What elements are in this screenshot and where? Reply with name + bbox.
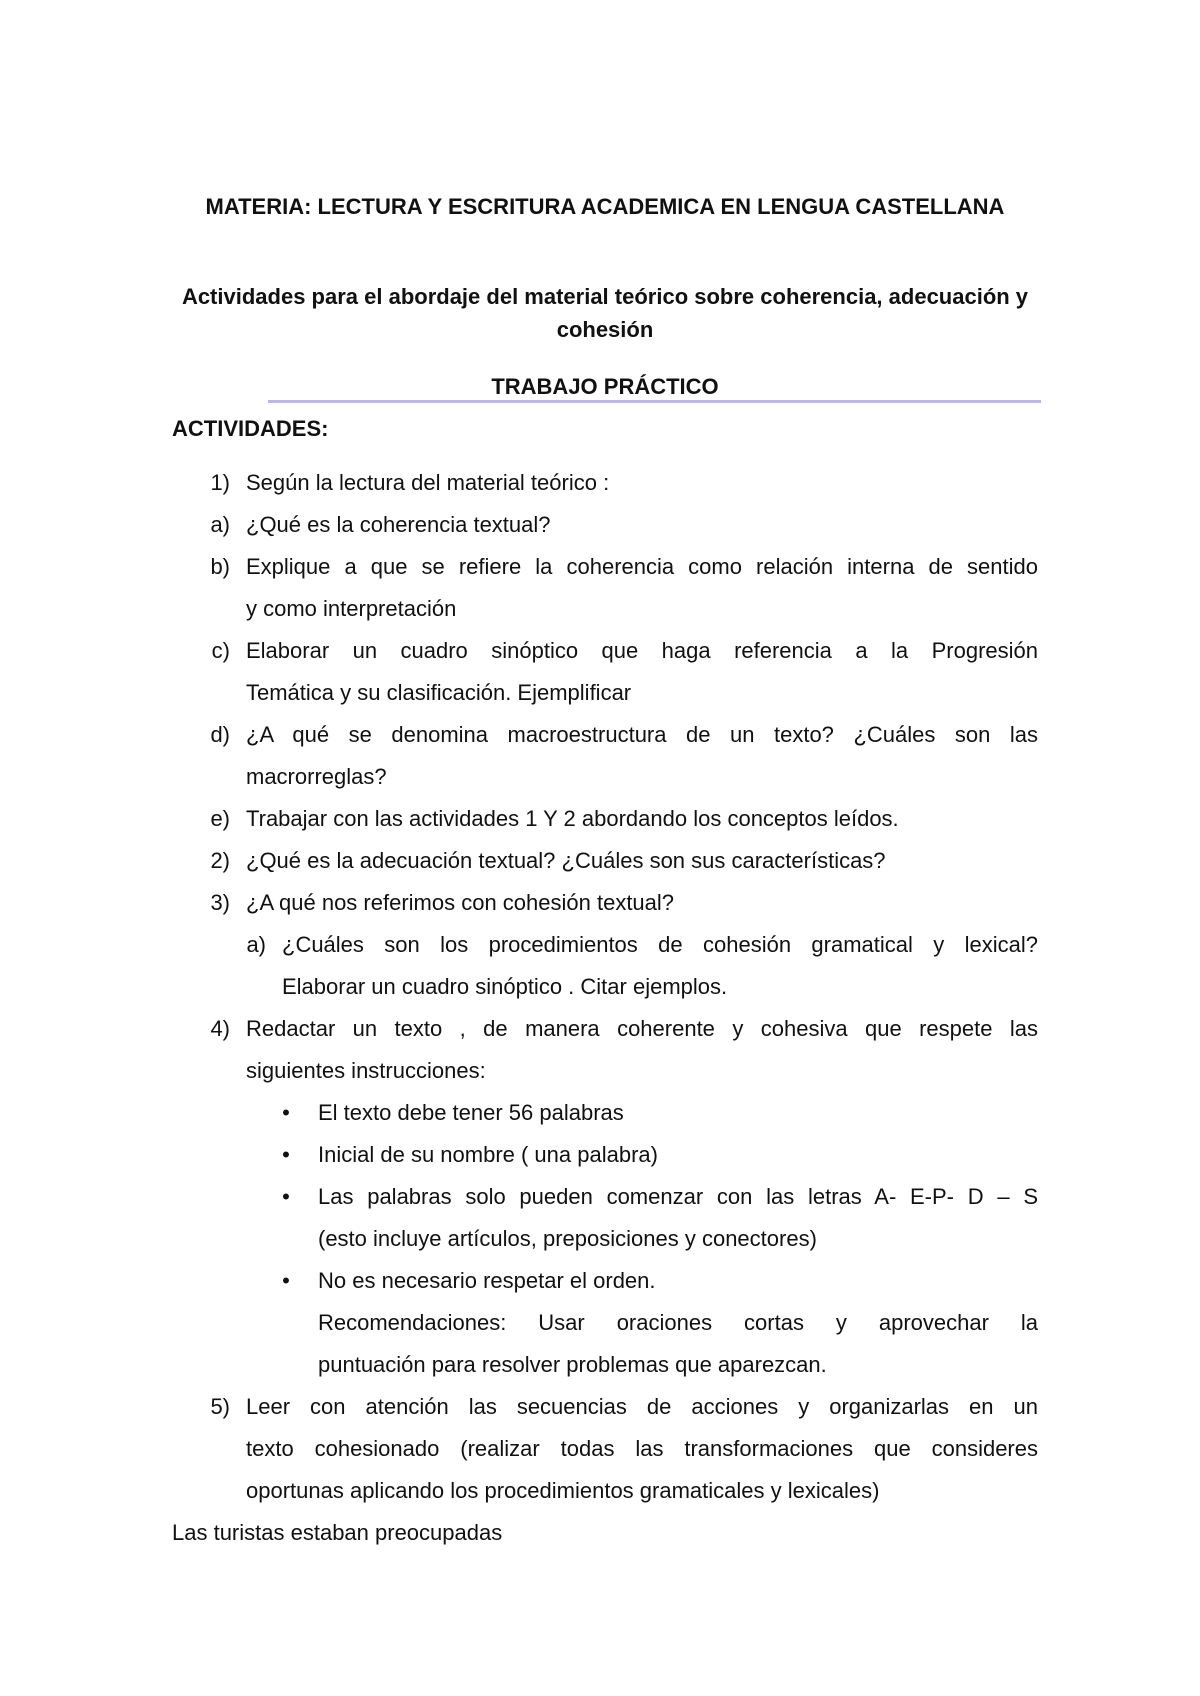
list-marker: 5): [210, 1394, 230, 1419]
list-item-text-line: Elaborar un cuadro sinóptico . Citar ejemplos.: [282, 974, 728, 999]
activity-1b: [0, 546, 1200, 630]
bullet-icon: •: [282, 1268, 290, 1293]
activity-3a: [0, 924, 1200, 1008]
list-item-text: ¿A qué nos referimos con cohesión textual?: [246, 890, 675, 915]
list-marker: 1): [210, 470, 230, 495]
list-item-text-line: ¿A qué se denomina macroestructura de un texto? ¿Cuáles son las: [246, 722, 1038, 747]
list-marker: 4): [210, 1016, 230, 1041]
recommendations-line: Recomendaciones: Usar oraciones cortas y aprovechar la: [318, 1310, 1038, 1335]
list-item-text: ¿Qué es la coherencia textual?: [246, 512, 551, 537]
list-item-text-line: oportunas aplicando los procedimientos gramaticales y lexicales): [246, 1478, 880, 1503]
recommendations-line: puntuación para resolver problemas que aparezcan.: [318, 1352, 827, 1377]
activities-heading: ACTIVIDADES:: [172, 416, 329, 441]
recommendations: [0, 1302, 1200, 1386]
bullet-text-line: (esto incluye artículos, preposiciones y conectores): [318, 1226, 817, 1251]
activity-1c: [0, 630, 1200, 714]
list-marker: a): [246, 932, 266, 957]
activity-1d: [0, 714, 1200, 798]
list-item-text-line: Explique a que se refiere la coherencia como relación interna de sentido: [246, 554, 1038, 579]
list-item-text-line: Elaborar un cuadro sinóptico que haga referencia a la Progresión: [246, 638, 1038, 663]
list-marker: d): [210, 722, 230, 747]
list-item-text-line: y como interpretación: [246, 596, 457, 621]
bullet-icon: •: [282, 1100, 290, 1125]
bullet-text: No es necesario respetar el orden.: [318, 1268, 656, 1293]
bullet-item: [0, 1092, 1200, 1134]
list-item-text: Según la lectura del material teórico :: [246, 470, 610, 495]
document-subtitle: Actividades para el abordaje del material teórico sobre coherencia, adecuación y cohesión: [181, 284, 1029, 342]
list-item-text-line: macrorreglas?: [246, 764, 387, 789]
activity-1e: [0, 798, 1200, 840]
list-marker: 2): [210, 848, 230, 873]
bullet-text: Inicial de su nombre ( una palabra): [318, 1142, 658, 1167]
activity-5: [0, 1386, 1200, 1512]
list-marker: b): [210, 554, 230, 579]
list-item-text-line: ¿Cuáles son los procedimientos de cohesión gramatical y lexical?: [282, 932, 1038, 957]
document-title: MATERIA: LECTURA Y ESCRITURA ACADEMICA EN LENGUA CASTELLANA: [205, 194, 1005, 219]
list-item-text-line: Temática y su clasificación. Ejemplificar: [246, 680, 632, 705]
list-item-text: Trabajar con las actividades 1 Y 2 abordando los conceptos leídos.: [246, 806, 899, 831]
section-title: TRABAJO PRÁCTICO: [491, 374, 719, 399]
bullet-icon: •: [282, 1142, 290, 1167]
list-item-text-line: Leer con atención las secuencias de acciones y organizarlas en un: [246, 1394, 1038, 1419]
list-item-text: ¿Qué es la adecuación textual? ¿Cuáles son sus características?: [246, 848, 886, 873]
list-marker: c): [211, 638, 230, 663]
list-marker: a): [210, 512, 230, 537]
bullet-item: [0, 1134, 1200, 1176]
activity-1a: [0, 504, 1200, 546]
list-marker: e): [210, 806, 230, 831]
list-item-text-line: texto cohesionado (realizar todas las transformaciones que consideres: [246, 1436, 1038, 1461]
bullet-text-line: Las palabras solo pueden comenzar con las letras A- E-P- D – S: [318, 1184, 1038, 1209]
list-marker: 3): [210, 890, 230, 915]
activity-1: [0, 462, 1200, 504]
activity-4: [0, 1008, 1200, 1092]
bullet-icon: •: [282, 1184, 290, 1209]
list-item-text-line: siguientes instrucciones:: [246, 1058, 486, 1083]
bullet-item: [0, 1260, 1200, 1302]
bullet-text: El texto debe tener 56 palabras: [318, 1100, 624, 1125]
activity-2: [0, 840, 1200, 882]
activity-3: [0, 882, 1200, 924]
bullet-item: [0, 1176, 1200, 1260]
closing-text: Las turistas estaban preocupadas: [172, 1520, 503, 1545]
section-divider: [268, 400, 1041, 403]
list-item-text-line: Redactar un texto , de manera coherente y cohesiva que respete las: [246, 1016, 1038, 1041]
